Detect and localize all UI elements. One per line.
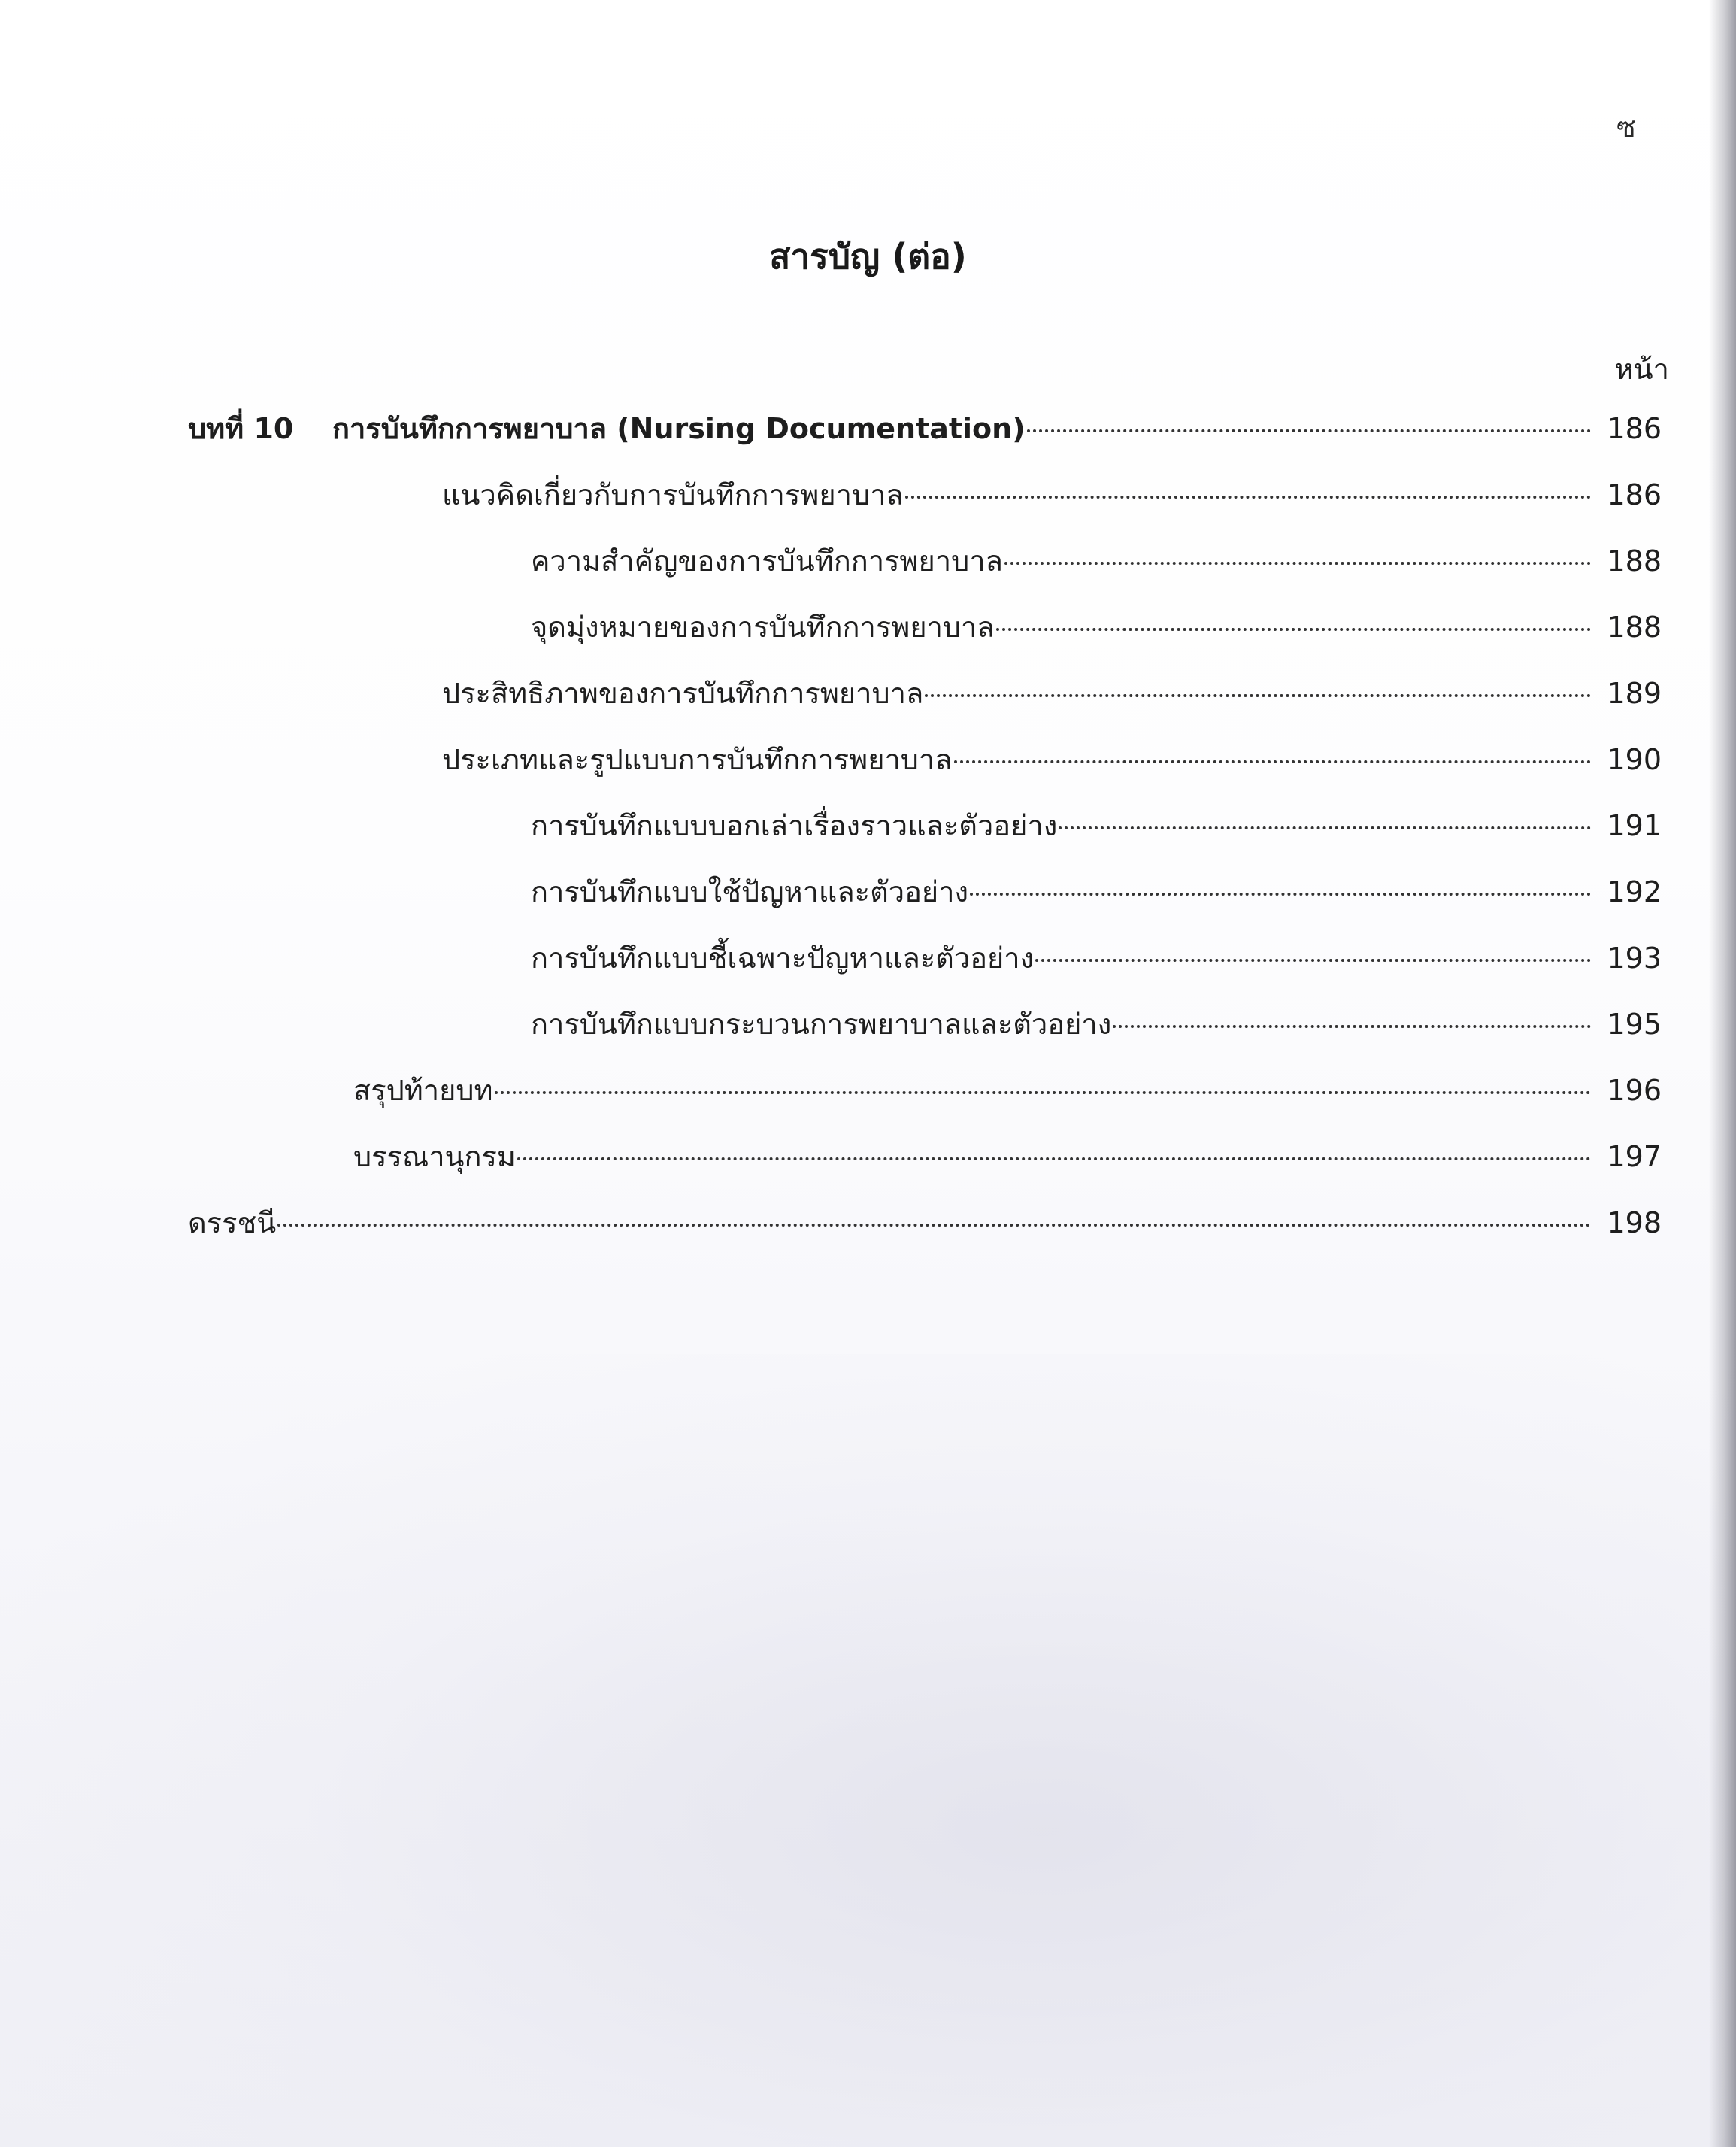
dot-leader	[495, 1091, 1591, 1094]
page-title: สารบัญ (ต่อ)	[769, 236, 967, 277]
dot-leader	[1004, 562, 1591, 565]
dot-leader	[970, 893, 1591, 896]
toc-entry-label: ความสำคัญของการบันทึกการพยาบาล	[531, 544, 1003, 578]
toc-entry[interactable]	[442, 663, 1662, 723]
toc-entry-page: 186	[1607, 478, 1662, 511]
toc-entry[interactable]	[353, 1127, 1662, 1187]
toc-entry[interactable]	[531, 928, 1662, 988]
dot-leader	[1035, 959, 1591, 962]
dot-leader	[996, 628, 1591, 631]
dot-leader	[1027, 429, 1591, 432]
toc-entry-label: บรรณานุกรม	[353, 1140, 516, 1173]
toc-entry-page: 198	[1607, 1206, 1662, 1239]
toc-entry-label: สรุปท้ายบท	[353, 1074, 493, 1107]
toc-entry-page: 193	[1607, 942, 1662, 975]
toc-entry-page: 196	[1607, 1074, 1662, 1107]
dot-leader	[1059, 826, 1591, 829]
toc-entry-page: 186	[1607, 412, 1662, 445]
toc-entry-label: ประสิทธิภาพของการบันทึกการพยาบาล	[442, 677, 924, 710]
toc-entry-page: 191	[1607, 809, 1662, 842]
toc-entry-label: จุดมุ่งหมายของการบันทึกการพยาบาล	[531, 611, 995, 644]
toc-entry-label: การบันทึกการพยาบาล (Nursing Documentation)	[332, 412, 1026, 445]
toc-entry[interactable]	[531, 796, 1662, 856]
toc-entry[interactable]	[442, 729, 1662, 790]
toc-entry[interactable]	[531, 597, 1662, 657]
chapter-number: บทที่ 10	[188, 412, 294, 445]
toc-entry-label: ประเภทและรูปแบบการบันทึกการพยาบาล	[442, 743, 953, 776]
toc-entry-page: 189	[1607, 677, 1662, 710]
dot-leader	[1113, 1025, 1591, 1028]
dot-leader	[277, 1224, 1591, 1227]
toc-entry-label: การบันทึกแบบชี้เฉพาะปัญหาและตัวอย่าง	[531, 942, 1035, 975]
dot-leader	[954, 760, 1591, 763]
toc-entry-page: 195	[1607, 1008, 1662, 1041]
page-column-header: หน้า	[1614, 353, 1669, 386]
toc-entry-chapter[interactable]	[188, 399, 1662, 459]
page-number: ซ	[1616, 111, 1636, 144]
toc-entry-label: การบันทึกแบบใช้ปัญหาและตัวอย่าง	[531, 875, 969, 908]
toc-entry-page: 188	[1607, 611, 1662, 644]
dot-leader	[517, 1157, 1591, 1160]
toc-entry[interactable]	[353, 1060, 1662, 1121]
toc-entry-page: 188	[1607, 544, 1662, 578]
toc-entry[interactable]	[442, 465, 1662, 525]
toc-entry-label: ดรรชนี	[188, 1206, 277, 1239]
toc-entry-page: 190	[1607, 743, 1662, 776]
toc-entry-page: 192	[1607, 875, 1662, 908]
toc-entry[interactable]	[531, 994, 1662, 1054]
scan-bleed-through	[0, 1354, 1736, 2147]
toc-entry-index[interactable]	[188, 1193, 1662, 1253]
scan-edge-shadow	[1709, 0, 1736, 2147]
toc-entry[interactable]	[531, 531, 1662, 591]
dot-leader	[925, 694, 1591, 697]
toc-entry-page: 197	[1607, 1140, 1662, 1173]
toc-entry-label: แนวคิดเกี่ยวกับการบันทึกการพยาบาล	[442, 478, 904, 511]
toc-entry[interactable]	[531, 862, 1662, 922]
toc-entry-label: การบันทึกแบบบอกเล่าเรื่องราวและตัวอย่าง	[531, 809, 1058, 842]
dot-leader	[905, 496, 1591, 499]
toc-entry-label: การบันทึกแบบกระบวนการพยาบาลและตัวอย่าง	[531, 1008, 1112, 1041]
